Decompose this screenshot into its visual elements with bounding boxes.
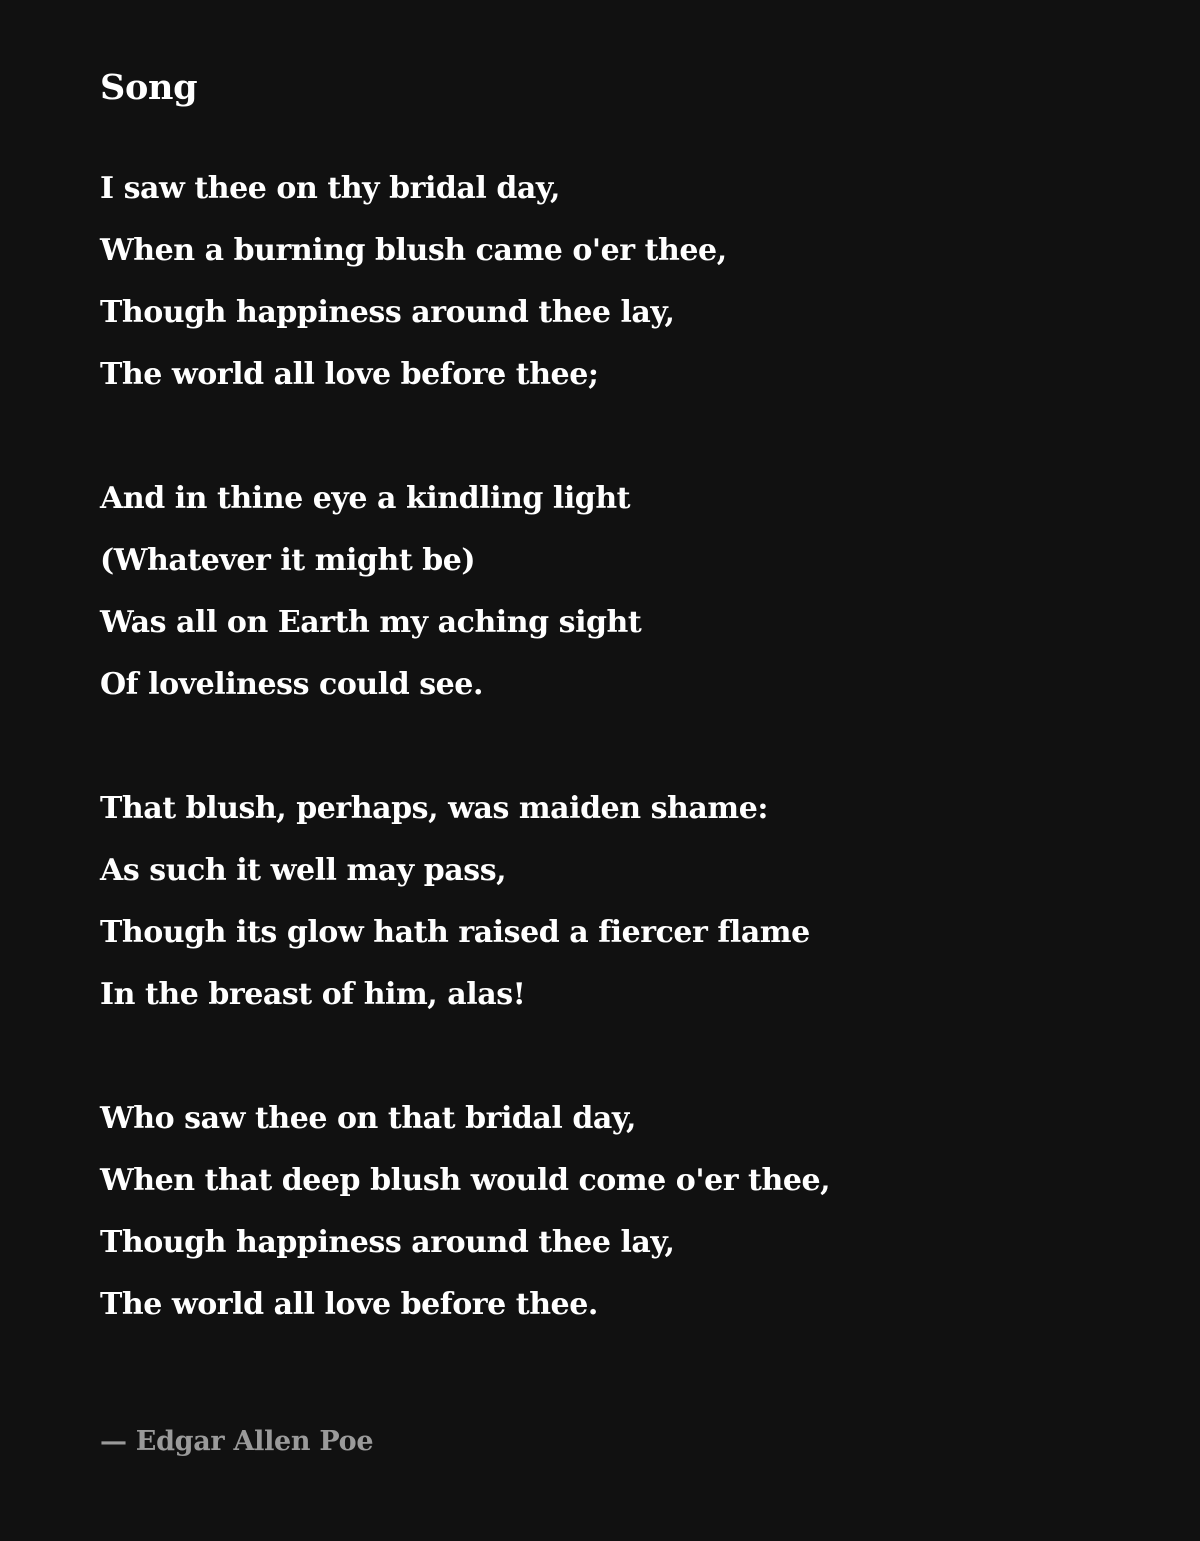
poem-line: I saw thee on thy bridal day, [100,171,560,206]
poem-line: As such it well may pass, [100,853,507,888]
poem-line: Though its glow hath raised a fiercer flame [100,915,810,950]
poem-line: The world all love before thee; [100,357,599,392]
stanza-4 [100,1088,1100,1336]
poem-page [100,62,1100,1468]
author-attribution: — Edgar Allen Poe [100,1426,374,1457]
poem-line: (Whatever it might be) [100,543,476,578]
poem-line: Though happiness around thee lay, [100,295,675,330]
poem-line: And in thine eye a kindling light [100,481,631,516]
poem-line: When that deep blush would come o'er thee, [100,1163,831,1198]
stanza-2 [100,468,1100,716]
stanza-1 [100,158,1100,406]
poem-line: When a burning blush came o'er thee, [100,233,727,268]
poem-line: Though happiness around thee lay, [100,1225,675,1260]
poem-line: Who saw thee on that bridal day, [100,1101,636,1136]
poem-line: The world all love before thee. [100,1287,598,1322]
stanza-3 [100,778,1100,1026]
poem-line: In the breast of him, alas! [100,977,526,1012]
poem-line: Of loveliness could see. [100,667,483,702]
poem-line: Was all on Earth my aching sight [100,605,642,640]
poem-title: Song [100,67,198,108]
poem-line: That blush, perhaps, was maiden shame: [100,791,768,826]
